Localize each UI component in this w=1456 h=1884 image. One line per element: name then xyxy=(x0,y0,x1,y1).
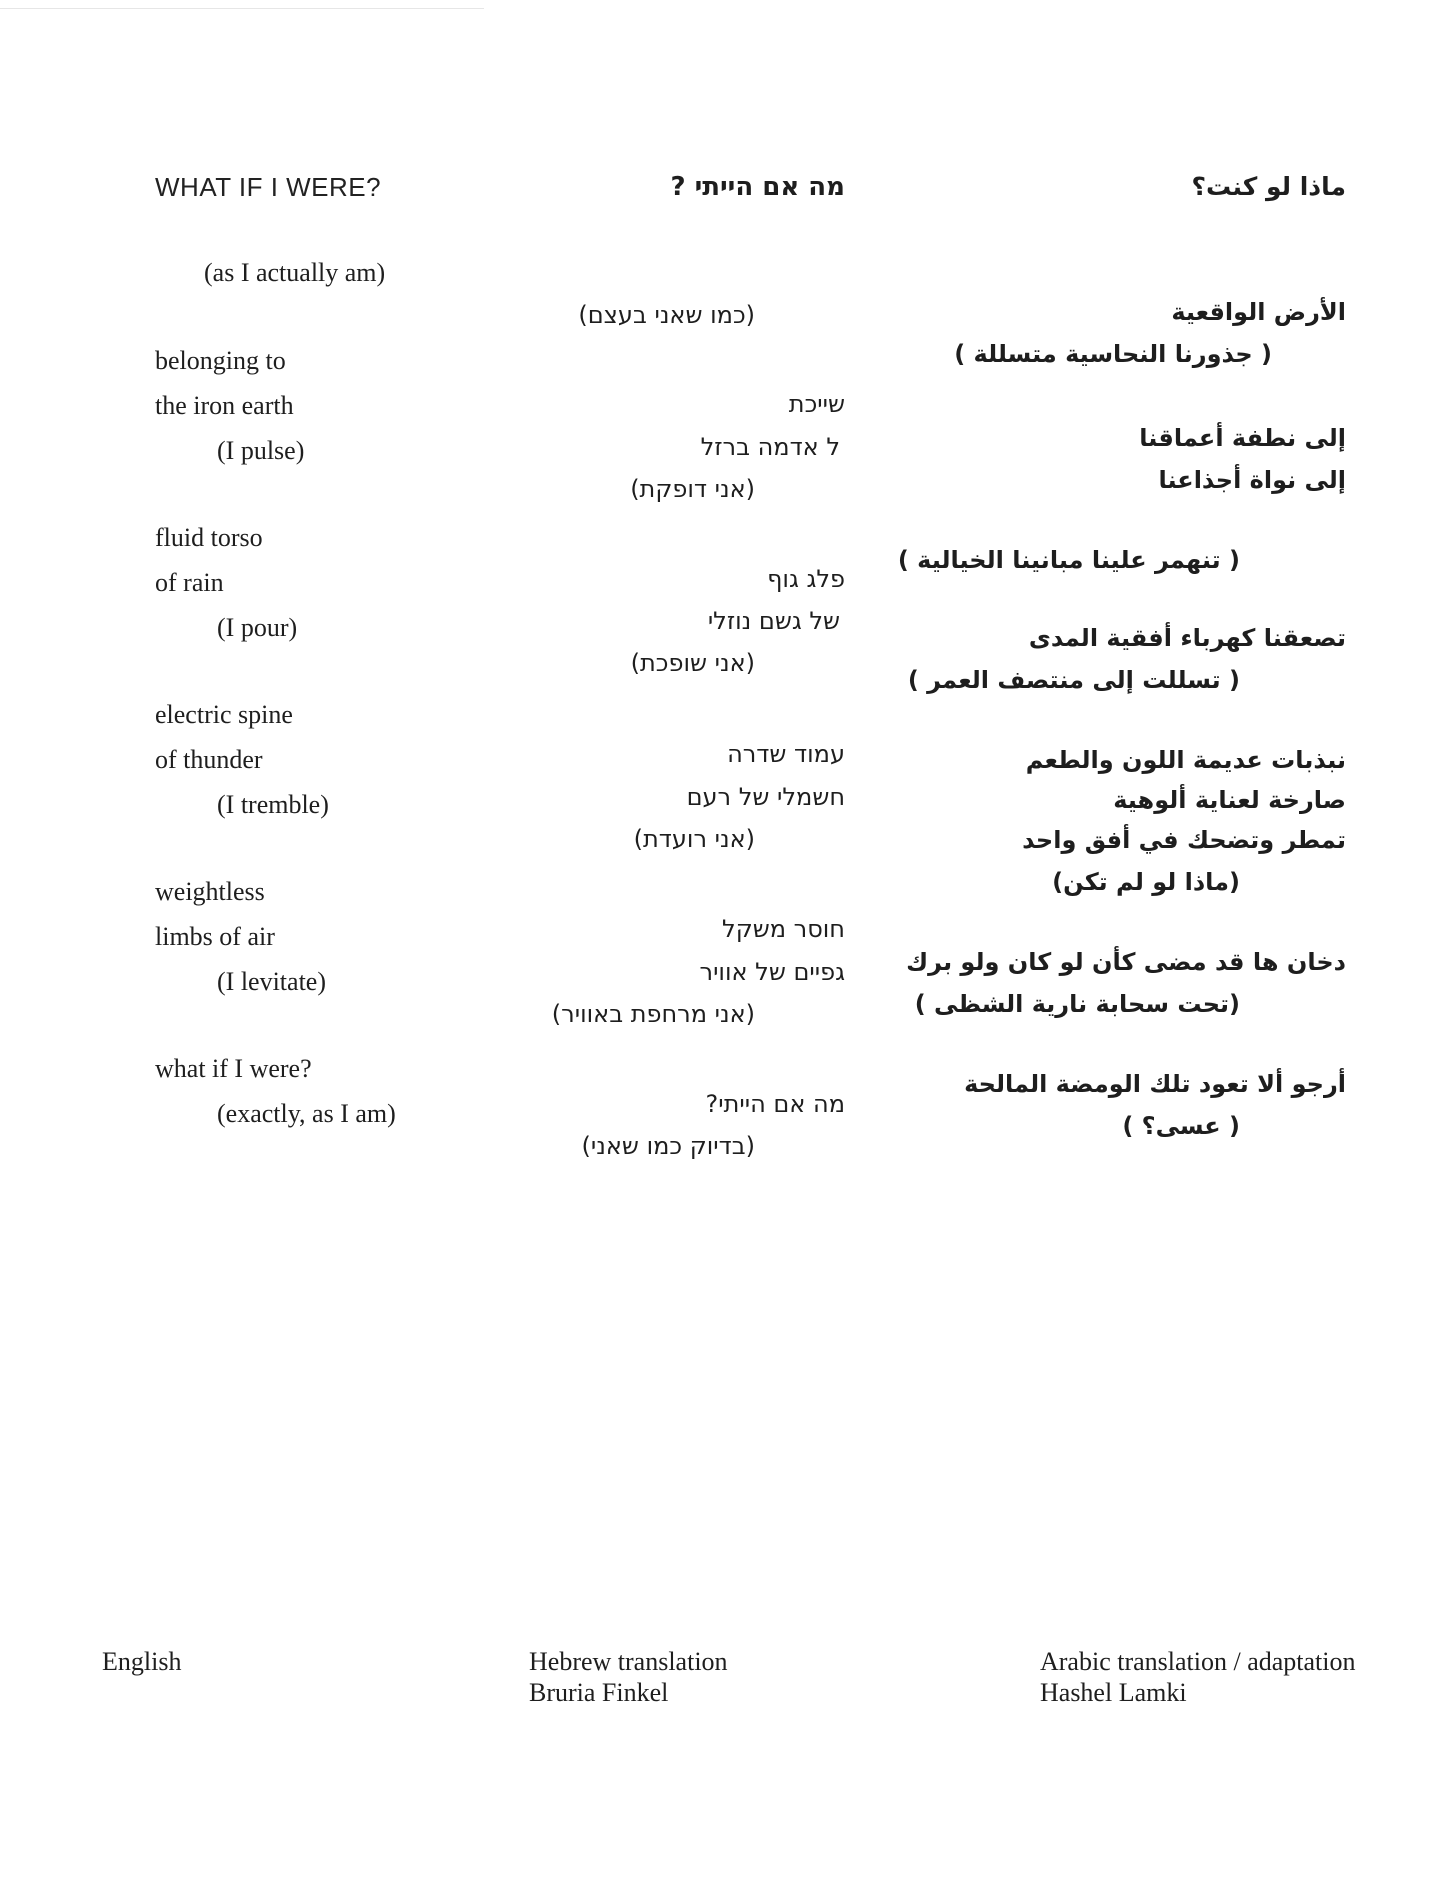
hebrew-translator: Bruria Finkel xyxy=(529,1678,669,1707)
arabic-line: (تحت سحابة نارية الشظى ) xyxy=(914,990,1240,1018)
hebrew-title: מה אם הייתי ? xyxy=(670,172,845,202)
english-title: WHAT IF I WERE? xyxy=(155,172,382,202)
arabic-line: الأرض الواقعية xyxy=(1171,298,1346,326)
arabic-line: إلى نواة أجذاعنا xyxy=(1158,466,1346,494)
arabic-title: ماذا لو كنت؟ xyxy=(1191,172,1346,201)
arabic-label: Arabic translation / adaptation xyxy=(1040,1647,1356,1676)
hebrew-line: חוסר משקל xyxy=(722,915,845,943)
arabic-line: تمطر وتضحك في أفق واحد xyxy=(1022,826,1346,854)
english-line: of rain xyxy=(155,568,224,597)
hebrew-line: ל אדמה ברזל xyxy=(700,433,840,461)
arabic-line: تصعقنا كهرباء أفقية المدى xyxy=(1028,624,1346,652)
arabic-line: ( جذورنا النحاسية متسللة ) xyxy=(954,340,1272,368)
arabic-line: ( تنهمر علينا مبانينا الخيالية ) xyxy=(897,546,1240,574)
arabic-line: (ماذا لو لم تكن) xyxy=(1052,868,1240,896)
english-line: limbs of air xyxy=(155,922,275,951)
hebrew-line: מה אם הייתי? xyxy=(705,1090,845,1118)
english-line: weightless xyxy=(155,877,265,906)
english-line: (I pour) xyxy=(217,613,298,642)
hebrew-line: (אני שופכת) xyxy=(630,649,755,677)
hebrew-line: (אני דופקת) xyxy=(630,475,755,503)
arabic-line: إلى نطفة أعماقنا xyxy=(1139,424,1346,452)
english-line: (exactly, as I am) xyxy=(217,1099,396,1128)
hebrew-line: (אני רועדת) xyxy=(633,825,755,853)
arabic-line: ( تسللت إلى منتصف العمر ) xyxy=(907,666,1240,694)
arabic-line: نبذبات عديمة اللون والطعم xyxy=(1025,746,1346,774)
english-line: the iron earth xyxy=(155,391,294,420)
english-label: English xyxy=(102,1647,182,1676)
hebrew-line: (בדיוק כמו שאני) xyxy=(581,1132,755,1160)
english-line: (as I actually am) xyxy=(204,258,386,287)
english-line: belonging to xyxy=(155,346,286,375)
hebrew-line: עמוד שדרה xyxy=(727,740,845,768)
english-line: (I pulse) xyxy=(217,436,305,465)
hebrew-line: חשמלי של רעם xyxy=(686,783,845,811)
hebrew-line: (כמו שאני בעצם) xyxy=(578,301,755,329)
hebrew-label: Hebrew translation xyxy=(529,1647,728,1676)
english-line: (I levitate) xyxy=(217,967,326,996)
arabic-line: أرجو ألا تعود تلك الومضة المالحة xyxy=(964,1070,1346,1098)
hebrew-line: של גשם נוזלי xyxy=(707,607,840,635)
hebrew-line: גפיים של אוויר xyxy=(699,958,845,986)
arabic-translator: Hashel Lamki xyxy=(1040,1678,1187,1707)
arabic-line: ( عسى؟ ) xyxy=(1122,1112,1240,1140)
hebrew-line: שייכת xyxy=(788,390,845,418)
arabic-line: دخان ها قد مضى كأن لو كان ولو برك xyxy=(906,948,1346,976)
english-line: fluid torso xyxy=(155,523,263,552)
english-line: electric spine xyxy=(155,700,293,729)
hebrew-line: פלג גוף xyxy=(767,565,845,593)
arabic-line: صارخة لعناية ألوهية xyxy=(1113,786,1346,814)
english-line: what if I were? xyxy=(155,1054,312,1083)
arabic-credit xyxy=(1040,1646,1356,1708)
top-rule xyxy=(0,8,484,9)
english-line: (I tremble) xyxy=(217,790,329,819)
hebrew-credit xyxy=(529,1646,728,1708)
hebrew-line: (אני מרחפת באוויר) xyxy=(551,1000,755,1028)
english-line: of thunder xyxy=(155,745,263,774)
english-credit xyxy=(102,1646,181,1677)
